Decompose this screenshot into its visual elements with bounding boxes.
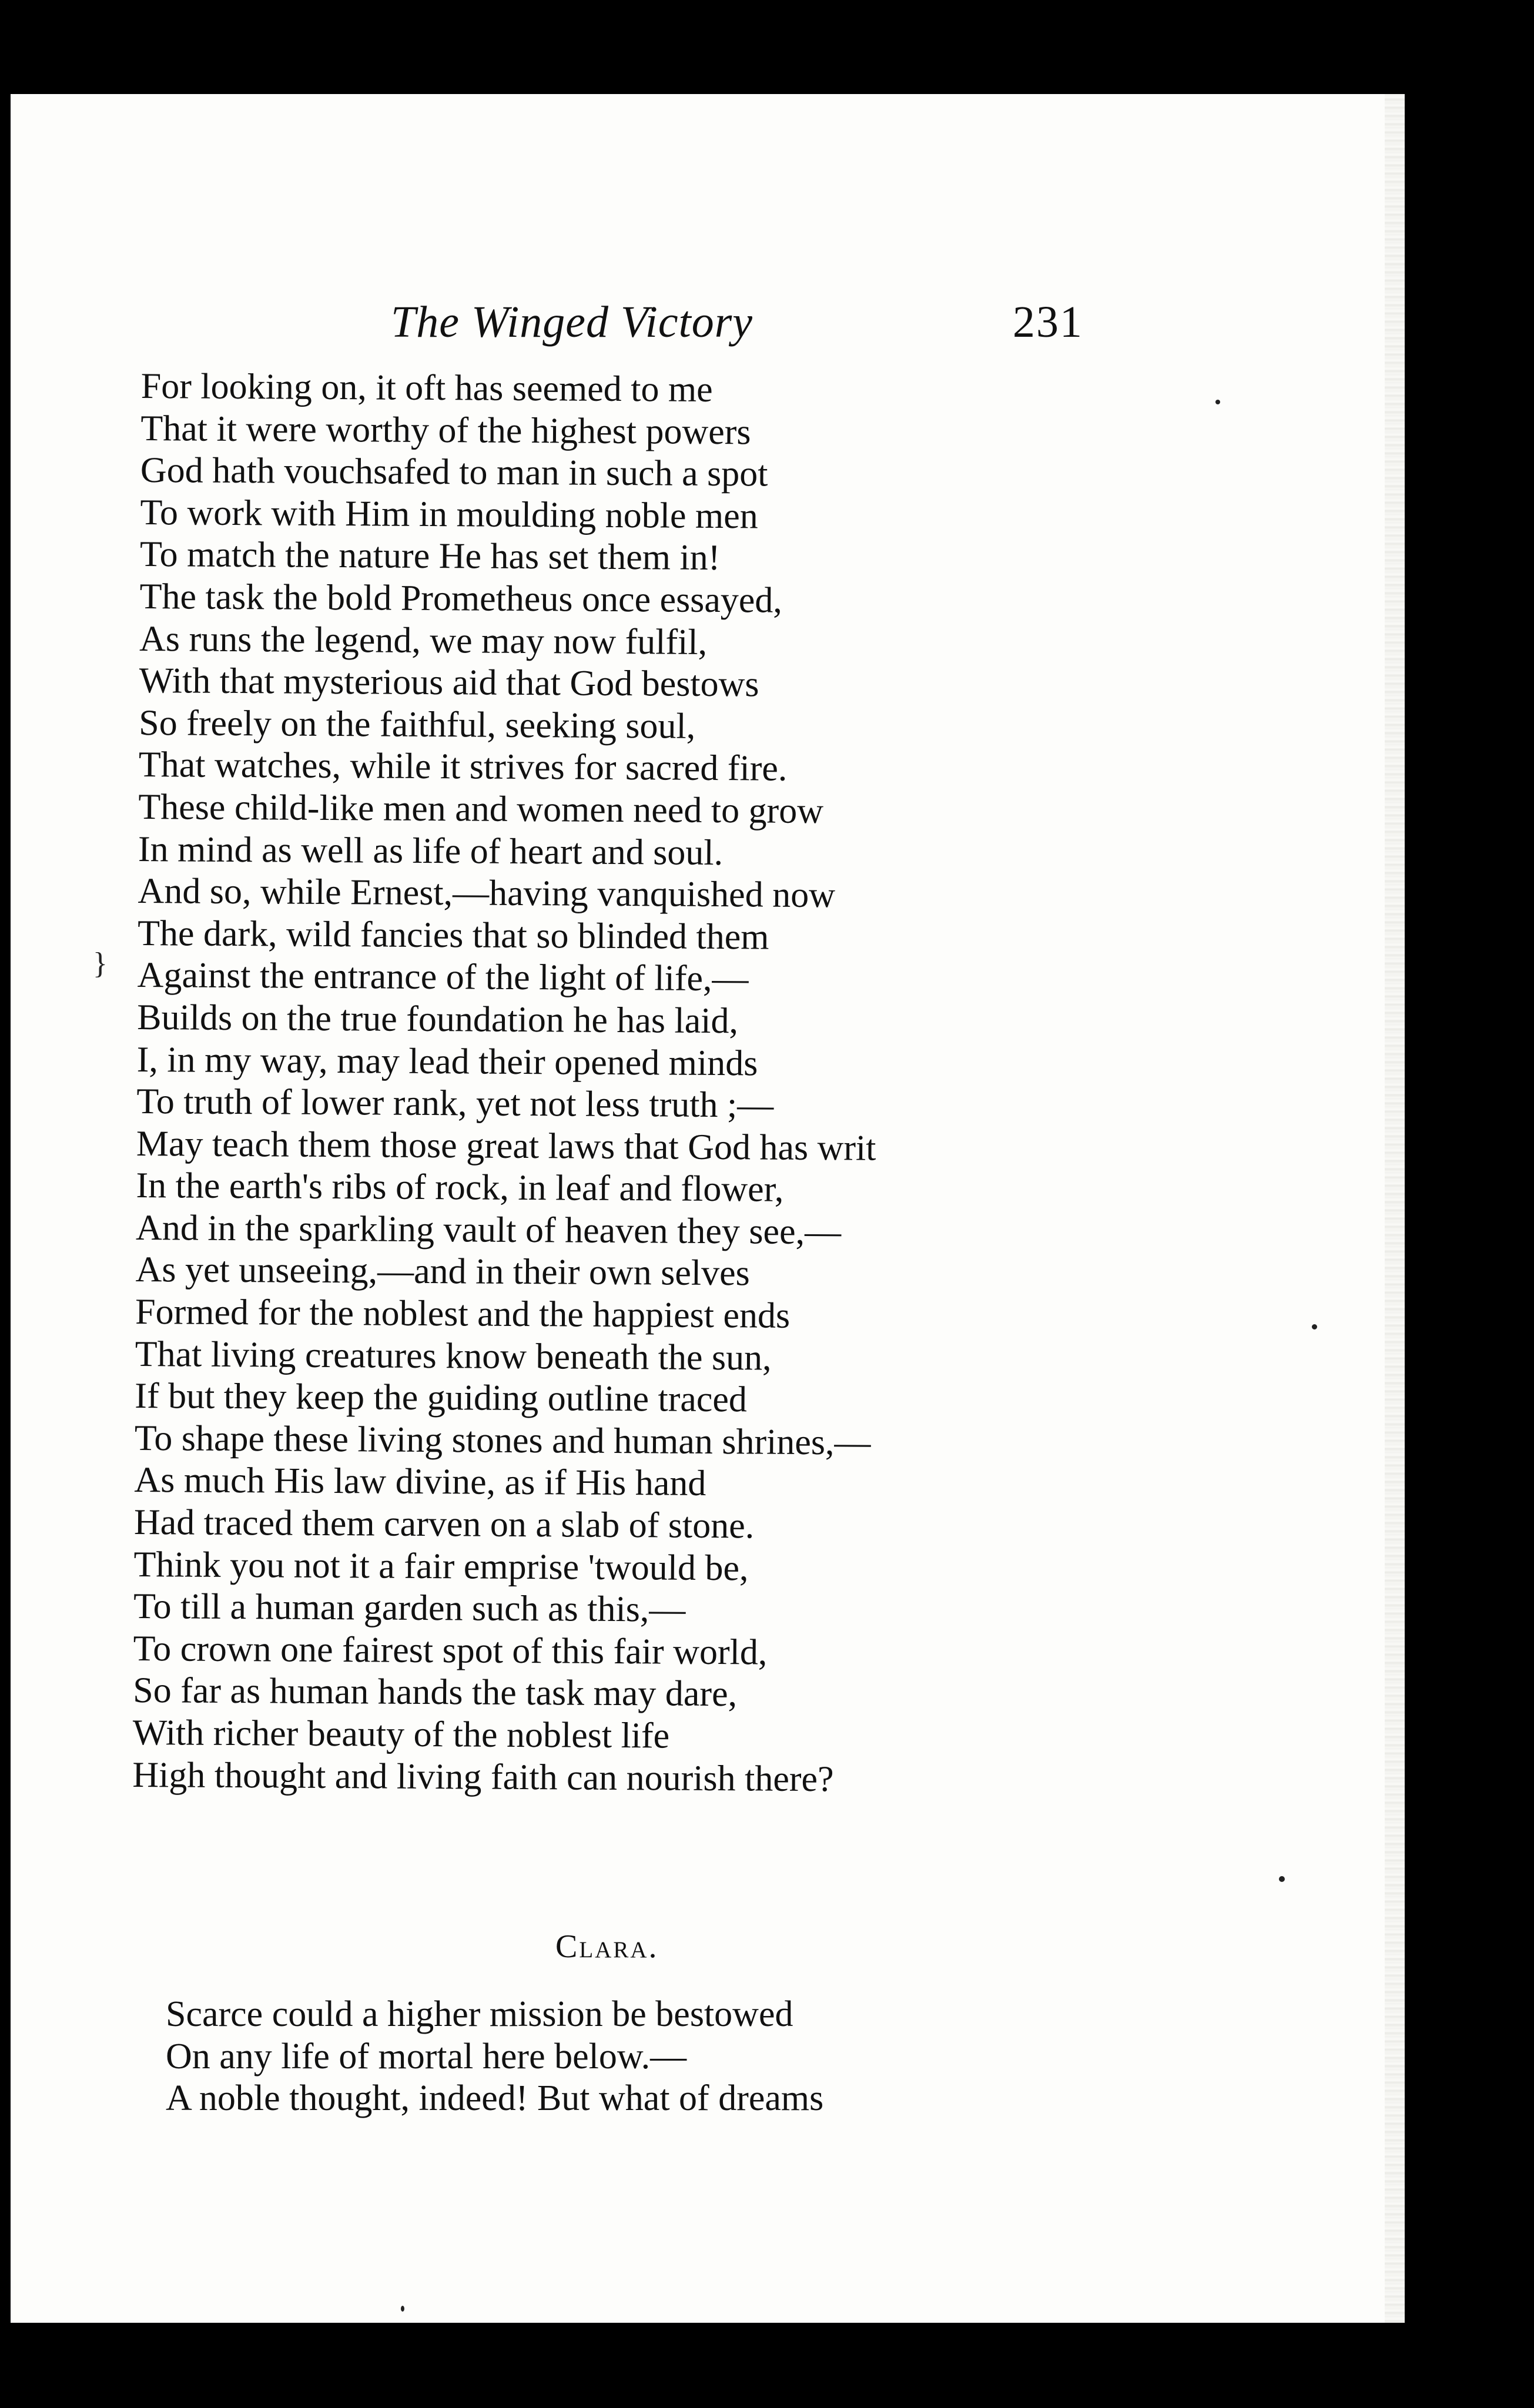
verse-line: May teach them those great laws that God has writ [136, 1123, 876, 1168]
verse-line: And in the sparkling vault of heaven they see,— [135, 1207, 842, 1252]
verse-line: As yet unseeing,—and in their own selves [135, 1250, 750, 1294]
ink-speck [1215, 400, 1220, 404]
verse-line: For looking on, it oft has seemed to me [140, 366, 713, 410]
verse-line: Against the entrance of the light of life,— [137, 955, 749, 999]
verse-line: A noble thought, indeed! But what of dreams [166, 2078, 824, 2119]
verse-line: With that mysterious aid that God bestows [139, 661, 759, 705]
verse-line: That it were worthy of the highest powers [140, 408, 751, 452]
verse-line: I, in my way, may lead their opened minds [136, 1039, 758, 1083]
verse-line: So freely on the faithful, seeking soul, [139, 702, 696, 746]
running-title: The Winged Victory [391, 297, 753, 347]
verse-block [132, 366, 880, 1801]
verse-line: To work with Him in moulding noble men [140, 492, 758, 537]
verse-line: To match the nature He has set them in! [139, 534, 721, 578]
verse-line: High thought and living faith can nourish there? [132, 1754, 834, 1799]
verse-line: If but they keep the guiding outline traced [135, 1376, 748, 1420]
verse-line: Think you not it a fair emprise 'twould be, [133, 1544, 749, 1588]
verse-line: Scarce could a higher mission be bestowed [166, 1994, 793, 2034]
verse-line: Formed for the noblest and the happiest ends [135, 1292, 791, 1336]
verse-line: As runs the legend, we may now fulfil, [139, 618, 708, 662]
page-number: 231 [1013, 297, 1083, 347]
book-page [11, 94, 1405, 2323]
margin-mark: } [93, 947, 108, 980]
verse-line: In mind as well as life of heart and soul. [138, 829, 724, 873]
verse-line: God hath vouchsafed to man in such a spot [140, 450, 768, 494]
verse-line: In the earth's ribs of rock, in leaf and flower, [136, 1166, 784, 1210]
ink-speck [401, 2306, 404, 2312]
verse-line: So far as human hands the task may dare, [133, 1670, 738, 1714]
ink-speck [1312, 1324, 1317, 1329]
verse-line: Builds on the true foundation he has laid, [137, 997, 739, 1041]
verse-line: That watches, while it strives for sacred fire. [138, 745, 788, 789]
verse-line: To crown one fairest spot of this fair world, [133, 1628, 768, 1673]
verse-line: These child-like men and women need to grow [138, 786, 824, 832]
verse-line: The task the bold Prometheus once essayed, [139, 576, 783, 621]
speaker-name: Clara. [555, 1928, 659, 1965]
verse-line: And so, while Ernest,—having vanquished now [138, 871, 836, 916]
verse-line: That living creatures know beneath the sun, [135, 1334, 772, 1378]
speaker-verse-block [166, 1994, 823, 2120]
page-edge [1385, 94, 1405, 2323]
verse-line: To shape these living stones and human shrines,— [134, 1418, 871, 1463]
verse-line: With richer beauty of the noblest life [132, 1712, 670, 1756]
verse-line: The dark, wild fancies that so blinded them [137, 913, 769, 957]
running-header [11, 290, 1405, 354]
ink-speck [1279, 1876, 1285, 1882]
verse-line: To till a human garden such as this,— [133, 1586, 686, 1630]
verse-line: Had traced them carven on a slab of stone. [133, 1502, 755, 1546]
verse-line: To truth of lower rank, yet not less truth ;— [136, 1081, 774, 1126]
verse-line: As much His law divine, as if His hand [134, 1460, 706, 1504]
verse-line: On any life of mortal here below.— [166, 2036, 687, 2077]
